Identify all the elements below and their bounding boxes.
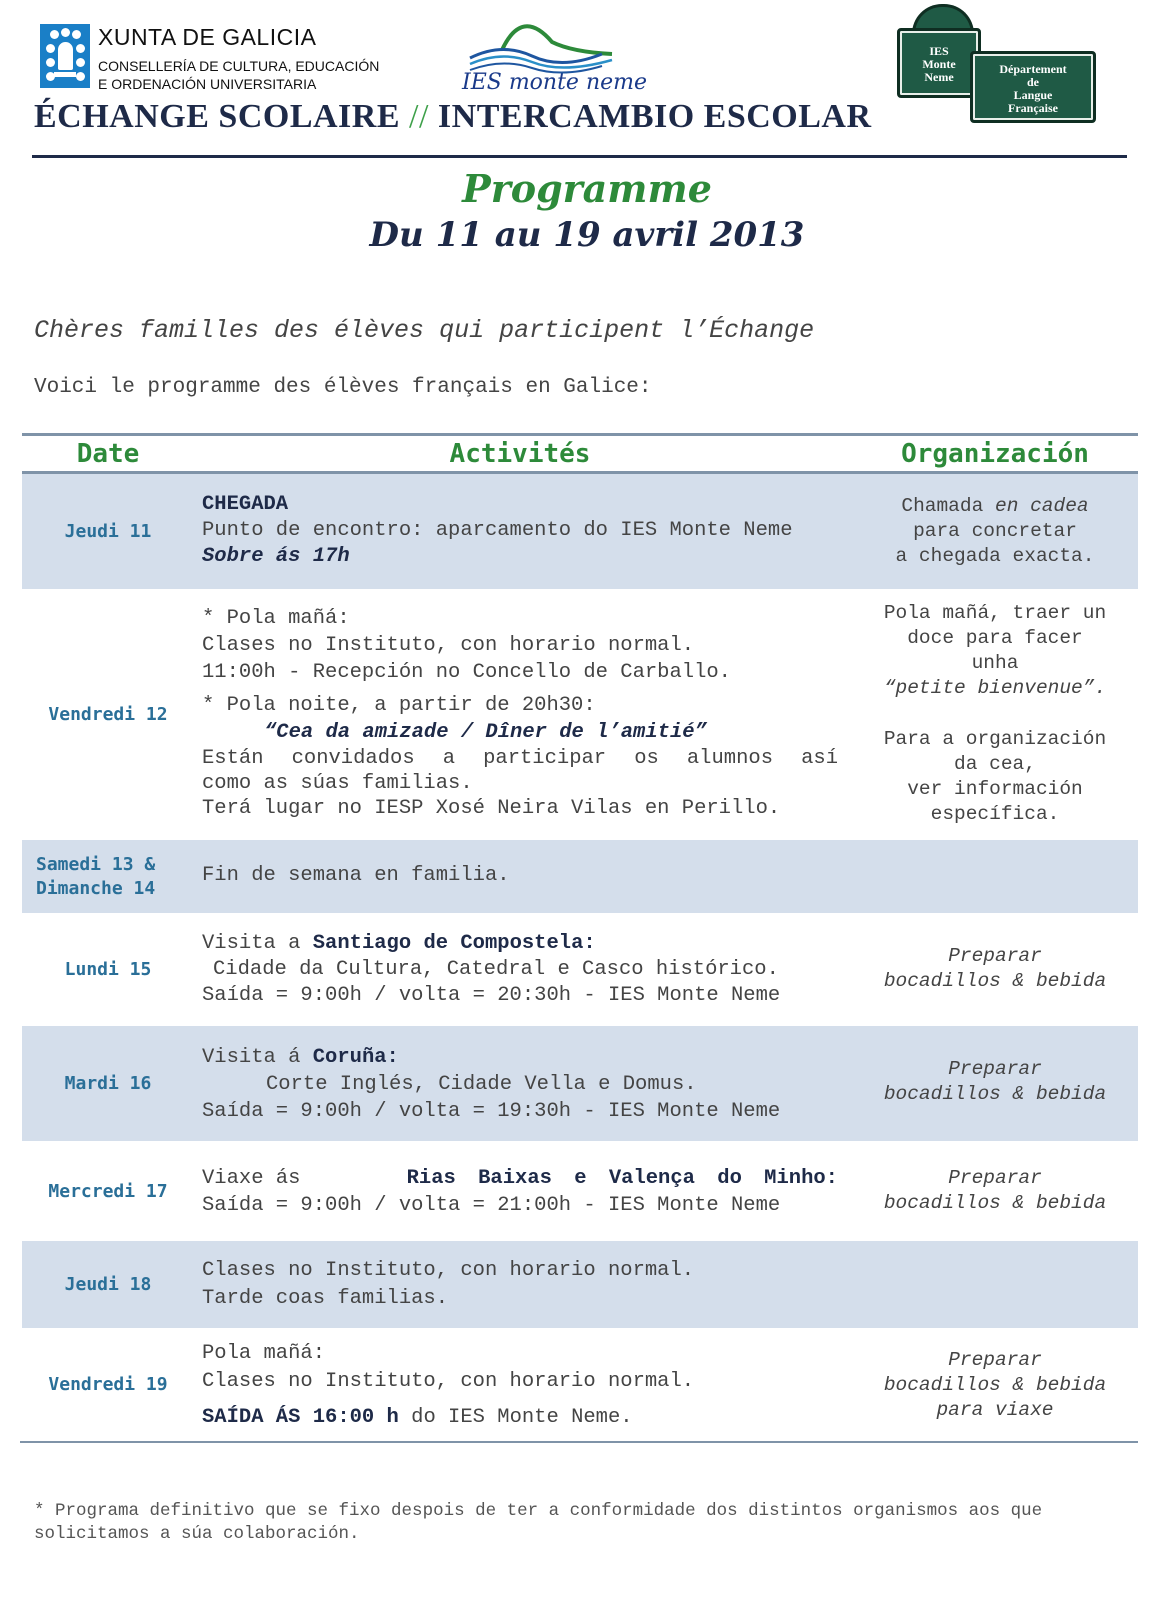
activity-cell: [202, 931, 852, 1009]
activity-line: SAÍDA ÁS 16:00 h do IES Monte Neme.: [202, 1406, 633, 1429]
table-row: [22, 474, 1138, 589]
date-cell: Lundi 15: [64, 959, 152, 980]
sign2-line: de: [1027, 75, 1039, 89]
organization-cell: [860, 1057, 1130, 1107]
activity-line: 11:00h - Recepción no Concello de Carballo.: [202, 661, 731, 684]
table-row: [22, 1026, 1138, 1141]
organization-line: Preparar: [948, 1058, 1042, 1080]
sign1-line: Neme: [924, 70, 954, 84]
activity-line: Pola mañá:: [202, 1342, 326, 1365]
organization-line: para concretar: [913, 520, 1077, 542]
organization-cell: [860, 601, 1130, 827]
activity-cell: [202, 1340, 852, 1432]
activity-line: Saída = 9:00h / volta = 19:30h - IES Monte Neme: [202, 1100, 781, 1123]
activity-line: Clases no Instituto, con horario normal.: [202, 1370, 695, 1393]
sign2-line: Département: [999, 62, 1067, 76]
activity-line: Clases no Instituto, con horario normal.: [202, 634, 695, 657]
greeting: Chères familles des élèves qui participent l’Échange: [34, 316, 815, 345]
organization-line: Preparar: [948, 1349, 1042, 1371]
activity-line: Cidade da Cultura, Catedral e Casco histórico.: [213, 958, 779, 981]
date-cell: [22, 840, 194, 913]
activity-line: Corte Inglés, Cidade Vella e Domus.: [266, 1073, 697, 1096]
sign1-line: Monte: [922, 57, 956, 71]
table-row: [22, 913, 1138, 1026]
organization-line: doce para facer: [907, 627, 1083, 649]
xunta-title: XUNTA DE GALICIA: [98, 24, 317, 50]
organization-cell: [860, 1348, 1130, 1423]
organization-cell: [860, 494, 1130, 569]
organization-line: unha: [971, 652, 1019, 674]
date-cell: Mardi 16: [64, 1073, 152, 1094]
organization-line: Preparar: [948, 945, 1042, 967]
date-cell: Jeudi 18: [64, 1274, 152, 1295]
title-french: ÉCHANGE SCOLAIRE: [34, 98, 401, 135]
organization-line: bocadillos & bebida: [883, 1083, 1107, 1105]
activity-line: * Pola mañá:: [202, 607, 350, 630]
table-row: [22, 1241, 1138, 1328]
activity-cell: [202, 863, 852, 889]
programme-dates: Du 11 au 19 avril 2013: [369, 215, 805, 255]
title-separator: //: [409, 98, 429, 135]
header-organization: Organización: [901, 439, 1089, 469]
page-title: [34, 98, 872, 136]
activity-line: como as súas familias.: [202, 772, 473, 795]
organization-cell: [860, 1166, 1130, 1216]
table-row: [22, 1328, 1138, 1441]
xunta-logo-icon: [40, 24, 90, 88]
xunta-subtitle-1: CONSELLERÍA DE CULTURA, EDUCACIÓN: [98, 58, 380, 74]
organization-line: Para a organización: [883, 728, 1107, 750]
organization-line: ver información: [907, 778, 1083, 800]
activity-line: Sobre ás 17h: [202, 545, 350, 568]
activity-line: Visita a Santiago de Compostela:: [202, 932, 596, 955]
activity-line: * Pola noite, a partir de 20h30:: [202, 694, 596, 717]
activity-line: Clases no Instituto, con horario normal.: [202, 1259, 695, 1282]
intro-text: Voici le programme des élèves français en Galice:: [34, 376, 652, 399]
xunta-subtitle-2: E ORDENACIÓN UNIVERSITARIA: [98, 76, 317, 92]
activity-line: Visita á Coruña:: [202, 1046, 399, 1069]
date-cell: Jeudi 11: [64, 521, 152, 542]
activity-line: Punto de encontro: aparcamento do IES Monte Neme: [202, 519, 793, 542]
ies-street-sign: [897, 28, 981, 98]
activity-cell: [202, 492, 852, 570]
table-row: [22, 840, 1138, 913]
organization-line: a chegada exacta.: [895, 545, 1095, 567]
date-cell: Vendredi 19: [48, 1374, 168, 1395]
organization-line: Chamada en cadea: [901, 495, 1089, 517]
date-line: Samedi 13 &: [36, 853, 156, 875]
table-bottom-rule: [20, 1441, 1138, 1443]
activity-line: Viaxe ás Rias Baixas e Valença do Minho:: [202, 1167, 838, 1190]
activity-cell: [202, 1257, 852, 1313]
activity-line: “Cea da amizade / Dîner de l’amitié”: [264, 721, 707, 744]
activity-line: Fin de semana en familia.: [202, 864, 510, 887]
activity-cell: [202, 1165, 852, 1219]
sign2-line: Langue: [1013, 88, 1053, 102]
programme-title: Programme: [462, 166, 712, 211]
activity-line: Saída = 9:00h / volta = 21:00h - IES Monte Neme: [202, 1194, 781, 1217]
activity-line: Terá lugar no IESP Xosé Neira Vilas en Perillo.: [202, 797, 781, 820]
xunta-branding: [98, 24, 379, 93]
header-divider: [32, 155, 1127, 158]
title-galician: INTERCAMBIO ESCOLAR: [437, 98, 872, 135]
footnote: * Programa definitivo que se fixo despois de ter a conformidade dos distintos organismos aos que solicitamos a súa colaboración.: [34, 1501, 1043, 1544]
organization-line: bocadillos & bebida: [883, 1192, 1107, 1214]
header-activities: Activités: [449, 439, 591, 469]
activity-cell: [202, 1044, 852, 1125]
organization-line: Preparar: [948, 1167, 1042, 1189]
table-row: [22, 1141, 1138, 1241]
sign2-line: Française: [1008, 101, 1058, 115]
organization-line: bocadillos & bebida: [883, 1374, 1107, 1396]
date-cell: Mercredi 17: [48, 1180, 168, 1202]
activity-cell: [202, 605, 852, 821]
organization-line: Pola mañá, traer un: [883, 602, 1107, 624]
activity-line: Tarde coas familias.: [202, 1287, 449, 1310]
organization-line: para viaxe: [936, 1399, 1054, 1421]
date-cell: Vendredi 12: [48, 704, 168, 725]
activity-line: Saída = 9:00h / volta = 20:30h - IES Monte Neme: [202, 984, 781, 1007]
department-street-sign: [970, 51, 1096, 123]
organization-line: “petite bienvenue”.: [883, 677, 1107, 699]
organization-line: bocadillos & bebida: [883, 970, 1107, 992]
organization-line: da cea,: [954, 753, 1036, 775]
date-line: Dimanche 14: [36, 877, 156, 899]
table-row: [22, 589, 1138, 840]
table-top-rule: [22, 433, 1138, 436]
organization-line: específica.: [930, 803, 1060, 825]
organization-cell: [860, 944, 1130, 994]
header-date: Date: [76, 439, 140, 469]
activity-line: CHEGADA: [202, 493, 289, 516]
sign1-line: IES: [929, 44, 949, 58]
school-name: IES monte neme: [462, 70, 648, 95]
activity-line: Están convidados a participar os alumnos así: [202, 747, 838, 770]
